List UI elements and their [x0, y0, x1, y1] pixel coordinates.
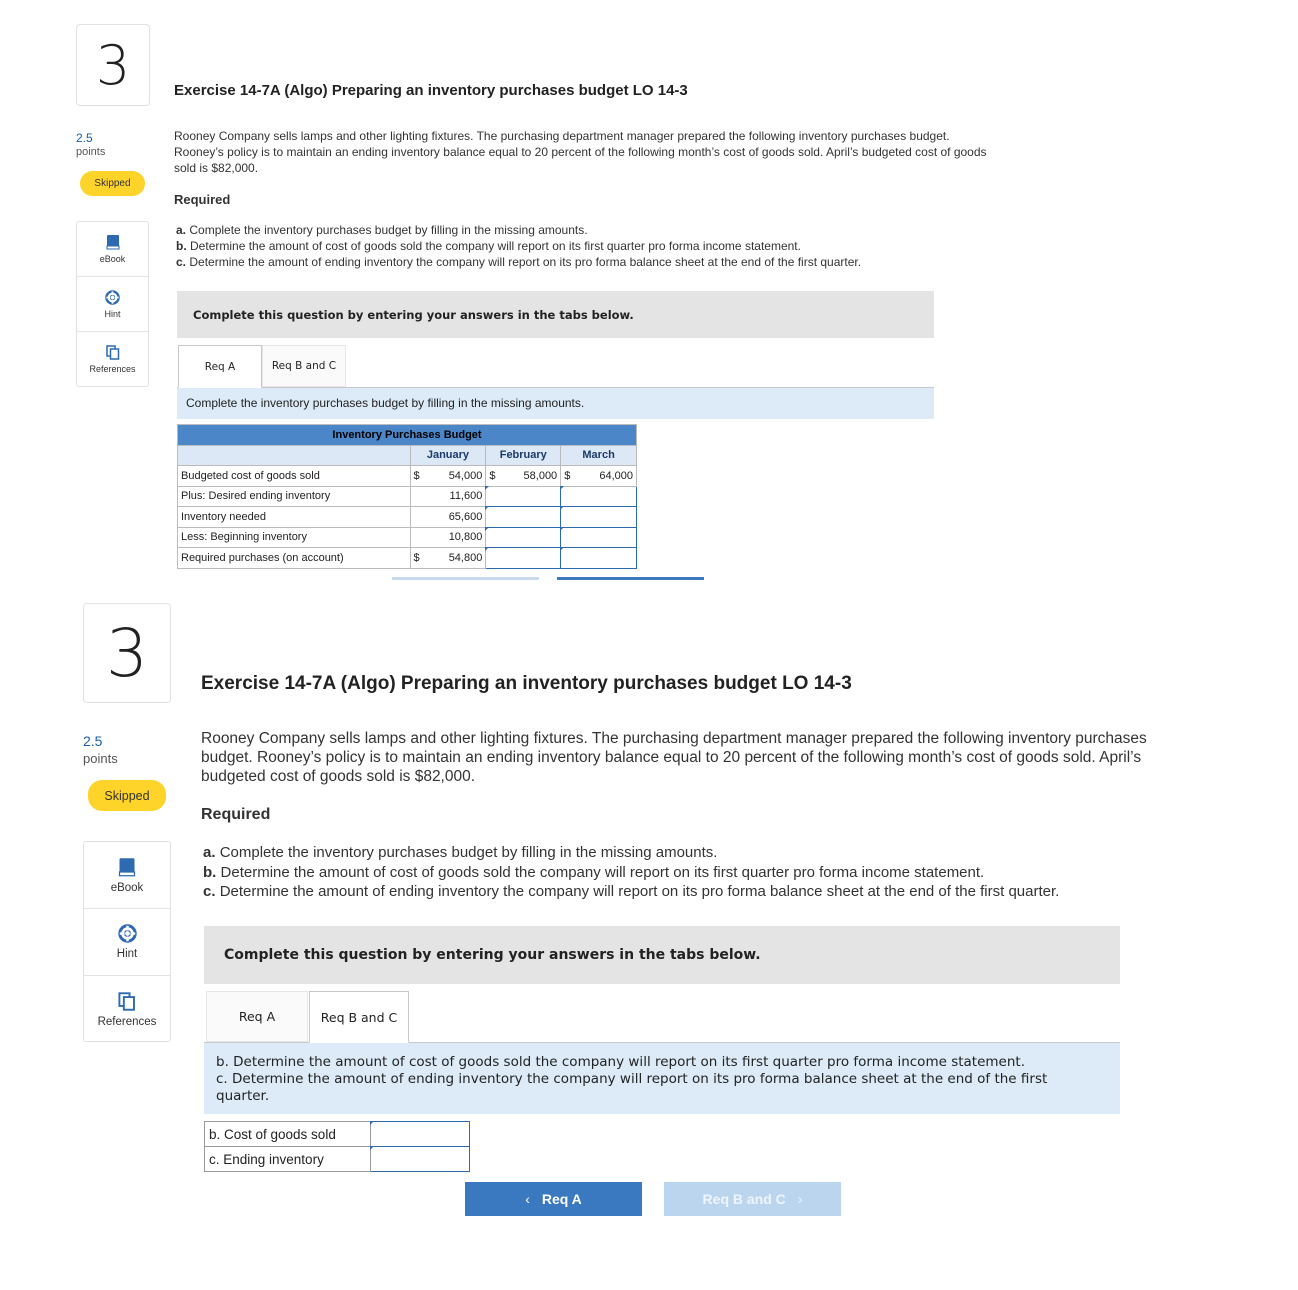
references-label: References — [89, 364, 136, 374]
question-title: Exercise 14-7A (Algo) Preparing an inventory purchases budget LO 14-3 — [201, 673, 852, 694]
hint-tool[interactable] — [77, 277, 148, 332]
hint-label: Hint — [116, 948, 138, 960]
ebook-label: eBook — [99, 254, 126, 264]
instruction-b: b. Determine the amount of cost of goods sold the company will report on its first quarter pro forma income statement. — [216, 1054, 1025, 1070]
points-value: 2.5 — [83, 733, 103, 749]
requirement-c: c. Determine the amount of ending inventory the company will report on its pro forma balance sheet at the end of the first quarter. — [203, 883, 1060, 900]
next-button-label: Req B and C — [702, 1191, 786, 1207]
question-number: 3 — [76, 24, 150, 106]
question-number: 3 — [83, 603, 171, 703]
table-row — [205, 1147, 470, 1172]
req-a-instruction: Complete the inventory purchases budget by filling in the missing amounts. — [177, 388, 934, 419]
prev-button-edge[interactable] — [392, 577, 539, 580]
row-label: Inventory needed — [178, 507, 411, 528]
table-row — [178, 486, 637, 507]
inventory-needed-january: 65,600 — [410, 507, 486, 528]
ending-inventory-march-input[interactable] — [561, 486, 637, 507]
req-bc-table — [204, 1121, 470, 1172]
requirement-a: a. Complete the inventory purchases budget by filling in the missing amounts. — [176, 223, 588, 237]
blank-header-cell — [178, 445, 411, 466]
points-block — [83, 733, 118, 767]
table-row — [178, 527, 637, 548]
lifebuoy-icon — [118, 924, 137, 943]
required-purchases-march-input[interactable] — [561, 548, 637, 569]
question-title: Exercise 14-7A (Algo) Preparing an inventory purchases budget LO 14-3 — [174, 82, 688, 99]
ending-inventory-input[interactable] — [370, 1147, 469, 1172]
requirement-a: a. Complete the inventory purchases budget by filling in the missing amounts. — [203, 844, 718, 861]
tab-req-b-and-c[interactable]: Req B and C — [262, 345, 346, 387]
row-label: c. Ending inventory — [205, 1147, 371, 1172]
requirement-c: c. Determine the amount of ending inventory the company will report on its pro forma balance sheet at the end of the first quarter. — [176, 255, 862, 269]
instructions-banner: Complete this question by entering your answers in the tabs below. — [177, 291, 934, 338]
row-label: b. Cost of goods sold — [205, 1122, 371, 1147]
requirements-list — [176, 222, 861, 270]
row-label: Plus: Desired ending inventory — [178, 486, 411, 507]
prev-req-a-button[interactable] — [465, 1182, 642, 1216]
book-icon — [118, 857, 136, 877]
cogs-january: $ 54,000 — [410, 466, 486, 487]
req-bc-instruction — [204, 1043, 1120, 1114]
budget-table-title: Inventory Purchases Budget — [178, 425, 637, 446]
requirement-b: b. Determine the amount of cost of goods sold the company will report on its first quarter pro forma income statement. — [176, 239, 801, 253]
lifebuoy-icon — [105, 290, 120, 305]
requirement-b: b. Determine the amount of cost of goods sold the company will report on its first quarter pro forma income statement. — [203, 863, 985, 881]
table-row — [178, 466, 637, 487]
skipped-badge: Skipped — [80, 171, 145, 196]
tab-req-a[interactable]: Req A — [206, 991, 308, 1042]
tab-req-a[interactable]: Req A — [178, 345, 262, 388]
skipped-badge: Skipped — [88, 780, 166, 811]
references-tool[interactable] — [77, 332, 148, 387]
row-label: Less: Beginning inventory — [178, 527, 411, 548]
points-value: 2.5 — [76, 131, 93, 145]
required-heading: Required — [201, 806, 271, 823]
row-label: Required purchases (on account) — [178, 548, 411, 569]
instruction-c: c. Determine the amount of ending inventory the company will report on its pro forma balance sheet at the end of the first quarter. — [216, 1071, 1048, 1104]
instructions-banner: Complete this question by entering your answers in the tabs below. — [204, 926, 1120, 984]
row-label: Budgeted cost of goods sold — [178, 466, 411, 487]
tab-req-b-and-c[interactable]: Req B and C — [309, 991, 409, 1043]
inventory-purchases-budget-table — [177, 424, 637, 569]
references-label: References — [97, 1015, 157, 1028]
ebook-label: eBook — [110, 881, 144, 894]
required-purchases-february-input[interactable] — [486, 548, 561, 569]
hint-tool[interactable] — [84, 909, 170, 976]
prev-button-label: Req A — [541, 1191, 582, 1207]
tools-panel — [83, 841, 171, 1042]
references-tool[interactable] — [84, 976, 170, 1043]
points-block — [76, 131, 105, 160]
col-february: February — [486, 445, 561, 466]
question-intro: Rooney Company sells lamps and other lighting fixtures. The purchasing department manager prepared the following inventory purchases budget. Rooney’s policy is to maintain an ending inventory balance equal to 20 percent of the following month’s cost of goods sold. April’s budgeted cost of goods sold is $82,000. — [201, 730, 1147, 785]
table-row — [178, 548, 637, 569]
hint-label: Hint — [104, 308, 121, 319]
col-january: January — [410, 445, 486, 466]
ending-inventory-january: 11,600 — [410, 486, 486, 507]
requirements-list — [203, 843, 1059, 902]
cogs-february: $ 58,000 — [486, 466, 561, 487]
required-heading: Required — [174, 192, 231, 207]
col-march: March — [561, 445, 637, 466]
cogs-march: $ 64,000 — [561, 466, 637, 487]
chevron-right-icon: › — [797, 1191, 803, 1207]
table-row — [178, 507, 637, 528]
tools-panel — [76, 221, 149, 387]
beginning-inventory-february-input[interactable] — [486, 527, 561, 548]
copy-icon — [106, 345, 120, 360]
next-button-edge[interactable] — [557, 577, 704, 580]
ebook-tool[interactable] — [77, 222, 148, 277]
table-row — [205, 1122, 470, 1147]
next-req-bc-button[interactable] — [664, 1182, 841, 1216]
inventory-needed-february-input[interactable] — [486, 507, 561, 528]
required-purchases-january: $ 54,800 — [410, 548, 486, 569]
book-icon — [106, 234, 120, 250]
copy-icon — [118, 992, 136, 1011]
points-label: points — [83, 750, 118, 766]
beginning-inventory-january: 10,800 — [410, 527, 486, 548]
beginning-inventory-march-input[interactable] — [561, 527, 637, 548]
points-label: points — [76, 146, 106, 158]
inventory-needed-march-input[interactable] — [561, 507, 637, 528]
ending-inventory-february-input[interactable] — [486, 486, 561, 507]
cost-of-goods-sold-input[interactable] — [370, 1122, 469, 1147]
question-intro: Rooney Company sells lamps and other lighting fixtures. The purchasing department manager prepared the following inventory purchases budget. Rooney’s policy is to maintain an ending inventory balance equal to 20 percent of the following month’s cost of goods sold. April’s budgeted cost of goods sold is $82,000. — [174, 129, 987, 175]
chevron-left-icon: ‹ — [525, 1191, 530, 1207]
ebook-tool[interactable] — [84, 842, 170, 909]
